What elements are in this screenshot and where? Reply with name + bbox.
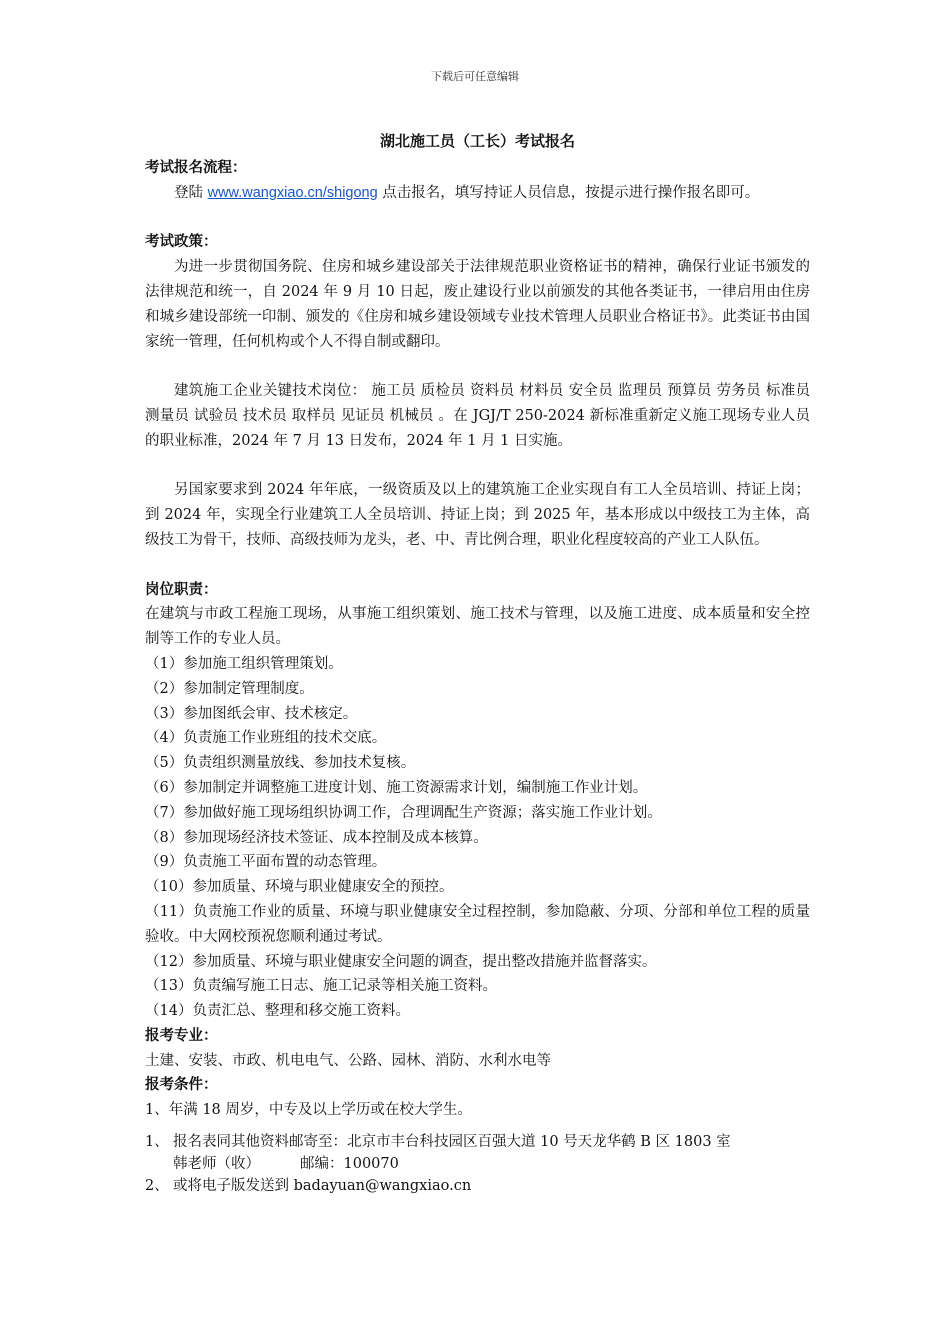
section-heading-duties: 岗位职责： xyxy=(145,580,218,598)
section-heading-process: 考试报名流程： xyxy=(145,159,247,176)
contact-number: 2、 xyxy=(145,1178,169,1195)
contact-item-mail xyxy=(145,1131,810,1153)
list-item: （5）负责组织测量放线、参加技术复核。 xyxy=(145,755,416,772)
policy-paragraph-3: 另国家要求到 2024 年年底，一级资质及以上的建筑施工企业实现自有工人全员培训、持证上岗；到 2024 年，实现全行业建筑工人全员培训、持证上岗；到 2025 年，基本形成以中级技工为主体，高级技工为骨干，技师、高级技师为龙头，老、中、青比例合理，职业化程度较高的产业工人队伍。 xyxy=(145,482,810,548)
conditions-text: 1、年满 18 周岁，中专及以上学历或在校大学生。 xyxy=(145,1102,472,1119)
list-item: （2）参加制定管理制度。 xyxy=(145,680,314,697)
recipient-name: 韩老师（收） xyxy=(173,1156,260,1173)
list-item: （13）负责编写施工日志、施工记录等相关施工资料。 xyxy=(145,978,497,995)
list-item: （6）参加制定并调整施工进度计划、施工资源需求计划，编制施工作业计划。 xyxy=(145,779,648,796)
list-item: （1）参加施工组织管理策划。 xyxy=(145,655,343,672)
list-item: （9）负责施工平面布置的动态管理。 xyxy=(145,854,387,871)
list-item: （7）参加做好施工现场组织协调工作，合理调配生产资源；落实施工作业计划。 xyxy=(145,804,662,821)
list-item: （3）参加图纸会审、技术核定。 xyxy=(145,705,358,722)
contact-number: 1、 xyxy=(145,1134,169,1151)
policy-paragraph-1: 为进一步贯彻国务院、住房和城乡建设部关于法律规范职业资格证书的精神，确保行业证书颁发的法律规范和统一，自 2024 年 9 月 10 日起，废止建设行业以前颁发的其他各类证书，一律启用由住房和城乡建设部统一印制、颁发的《住房和城乡建设领域专业技术管理人员职业合格证书》。此类证书由国家统一管理，任何机构或个人不得自制或翻印。 xyxy=(145,259,810,350)
document-body xyxy=(145,128,810,1197)
duties-list xyxy=(145,652,810,1024)
contact-list xyxy=(145,1131,810,1197)
list-item: （4）负责施工作业班组的技术交底。 xyxy=(145,730,387,747)
contact-item-email xyxy=(145,1175,810,1197)
section-heading-conditions: 报考条件： xyxy=(145,1076,218,1094)
contact-recipient-line xyxy=(145,1153,810,1175)
email-line: 或将电子版发送到 badayuan@wangxiao.cn xyxy=(173,1178,472,1195)
section-heading-policy: 考试政策： xyxy=(145,233,218,251)
process-suffix: 点击报名，填写持证人员信息，按提示进行操作报名即可。 xyxy=(382,184,760,201)
list-item: （14）负责汇总、整理和移交施工资料。 xyxy=(145,1003,410,1020)
registration-link[interactable]: www.wangxiao.cn/shigong xyxy=(207,184,378,201)
policy-paragraph-2: 建筑施工企业关键技术岗位： 施工员 质检员 资料员 材料员 安全员 监理员 预算员 劳务员 标准员 测量员 试验员 技术员 取样员 见证员 机械员 。在 JGJ/T 250-2024 新标准重新定义施工现场专业人员的职业标准，2024 年 7 月 13 日发布，2024 年 1 月 1 日实施。 xyxy=(145,383,810,449)
list-item: （11）负责施工作业的质量、环境与职业健康安全过程控制，参加隐蔽、分项、分部和单位工程的质量验收。中大网校预祝您顺利通过考试。 xyxy=(145,903,810,945)
list-item: （12）参加质量、环境与职业健康安全问题的调查，提出整改措施并监督落实。 xyxy=(145,953,657,970)
list-item: （10）参加质量、环境与职业健康安全的预控。 xyxy=(145,879,454,896)
postal-code: 邮编：100070 xyxy=(300,1156,399,1173)
list-item: （8）参加现场经济技术签证、成本控制及成本核算。 xyxy=(145,829,488,846)
mail-address: 报名表同其他资料邮寄至：北京市丰台科技园区百强大道 10 号天龙华鹤 B 区 1803 室 xyxy=(173,1134,731,1151)
process-paragraph xyxy=(145,181,810,206)
majors-text: 土建、安装、市政、机电电气、公路、园林、消防、水利水电等 xyxy=(145,1052,551,1069)
process-prefix: 登陆 xyxy=(174,184,203,201)
document-title: 湖北施工员（工长）考试报名 xyxy=(379,132,575,150)
page-header-note: 下载后可任意编辑 xyxy=(431,70,519,83)
section-heading-majors: 报考专业： xyxy=(145,1026,218,1044)
duties-intro: 在建筑与市政工程施工现场，从事施工组织策划、施工技术与管理，以及施工进度、成本质量和安全控制等工作的专业人员。 xyxy=(145,606,810,648)
